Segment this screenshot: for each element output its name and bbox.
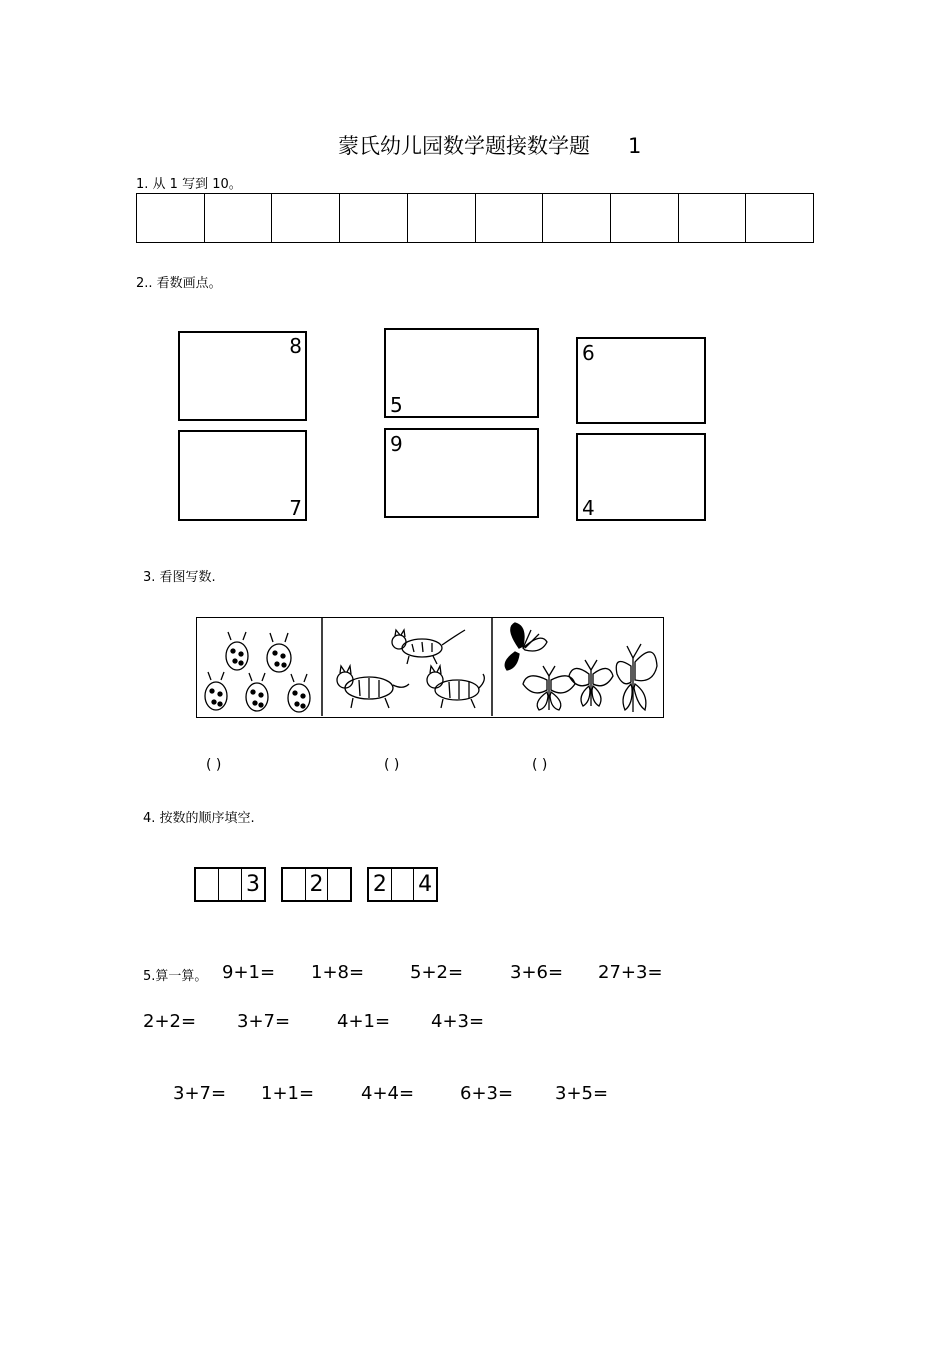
equation[interactable]: 1+8=	[311, 962, 365, 983]
ladybug-icon	[205, 672, 227, 710]
answer-blank[interactable]: ( )	[206, 757, 222, 773]
equation[interactable]: 3+6=	[510, 962, 564, 983]
box-number: 5	[390, 393, 403, 417]
q4-label: 4. 按数的顺序填空.	[143, 811, 255, 826]
equation[interactable]: 4+3=	[431, 1011, 485, 1032]
cat-icon	[392, 630, 465, 664]
answer-cell[interactable]	[205, 194, 273, 242]
equation[interactable]: 5+2=	[410, 962, 464, 983]
equation[interactable]: 6+3=	[460, 1083, 514, 1104]
sequence-cell[interactable]	[328, 869, 350, 900]
sequence-box	[194, 867, 266, 902]
box-number: 7	[289, 496, 302, 520]
butterfly-group	[505, 623, 657, 712]
sequence-cell[interactable]	[283, 869, 306, 900]
dot-box-9[interactable]	[384, 428, 539, 518]
sequence-box	[281, 867, 352, 902]
sequence-cell: 2	[369, 869, 392, 900]
dot-box-8[interactable]	[178, 331, 307, 421]
equation[interactable]: 3+7=	[237, 1011, 291, 1032]
ladybug-group	[205, 632, 310, 712]
dot-box-5[interactable]	[384, 328, 539, 418]
ladybug-icon	[288, 674, 310, 712]
equation[interactable]: 1+1=	[261, 1083, 315, 1104]
answer-cell[interactable]	[543, 194, 611, 242]
write-numbers-grid	[136, 193, 814, 243]
butterfly-icon	[505, 623, 547, 670]
butterfly-icon	[523, 666, 575, 710]
answer-cell[interactable]	[408, 194, 476, 242]
cat-icon	[337, 666, 409, 708]
butterfly-icon	[616, 644, 657, 712]
answer-cell[interactable]	[611, 194, 679, 242]
dot-box-7[interactable]	[178, 430, 307, 521]
equation[interactable]: 4+4=	[361, 1083, 415, 1104]
butterfly-icon	[569, 660, 613, 706]
q5-label: 5.算一算。	[143, 969, 208, 984]
box-number: 9	[390, 432, 403, 456]
cat-group	[337, 630, 484, 708]
page-title	[338, 130, 641, 160]
q1-label: 1. 从 1 写到 10。	[136, 177, 242, 192]
sequence-box	[367, 867, 438, 902]
cat-icon	[427, 666, 484, 708]
title-number: 1	[628, 134, 642, 158]
equation[interactable]: 2+2=	[143, 1011, 197, 1032]
answer-cell[interactable]	[476, 194, 544, 242]
box-number: 4	[582, 496, 595, 520]
sequence-cell: 2	[306, 869, 329, 900]
picture-strip	[196, 617, 664, 718]
q2-label: 2.. 看数画点。	[136, 276, 222, 291]
answer-blank[interactable]: ( )	[532, 757, 548, 773]
equation[interactable]: 27+3=	[598, 962, 663, 983]
sequence-cell[interactable]	[392, 869, 415, 900]
box-number: 6	[582, 341, 595, 365]
q3-label: 3. 看图写数.	[143, 570, 216, 585]
ladybug-icon	[226, 632, 248, 670]
equation[interactable]: 3+7=	[173, 1083, 227, 1104]
sequence-cell[interactable]	[219, 869, 242, 900]
answer-blank[interactable]: ( )	[384, 757, 400, 773]
answer-cell[interactable]	[679, 194, 747, 242]
sequence-cell: 4	[418, 872, 433, 897]
dot-box-4[interactable]	[576, 433, 706, 521]
answer-cell[interactable]	[272, 194, 340, 242]
equation[interactable]: 3+5=	[555, 1083, 609, 1104]
answer-cell[interactable]	[746, 194, 813, 242]
equation[interactable]: 4+1=	[337, 1011, 391, 1032]
answer-cell[interactable]	[340, 194, 408, 242]
dot-box-6[interactable]	[576, 337, 706, 424]
box-number: 8	[289, 334, 302, 358]
title-text: 蒙氏幼儿园数学题接数学题	[338, 134, 590, 158]
ladybug-icon	[267, 633, 291, 672]
sequence-cell[interactable]	[196, 869, 219, 900]
equation[interactable]: 9+1=	[222, 962, 276, 983]
ladybug-icon	[246, 673, 268, 711]
answer-cell[interactable]	[137, 194, 205, 242]
sequence-cell: 3	[246, 872, 260, 897]
